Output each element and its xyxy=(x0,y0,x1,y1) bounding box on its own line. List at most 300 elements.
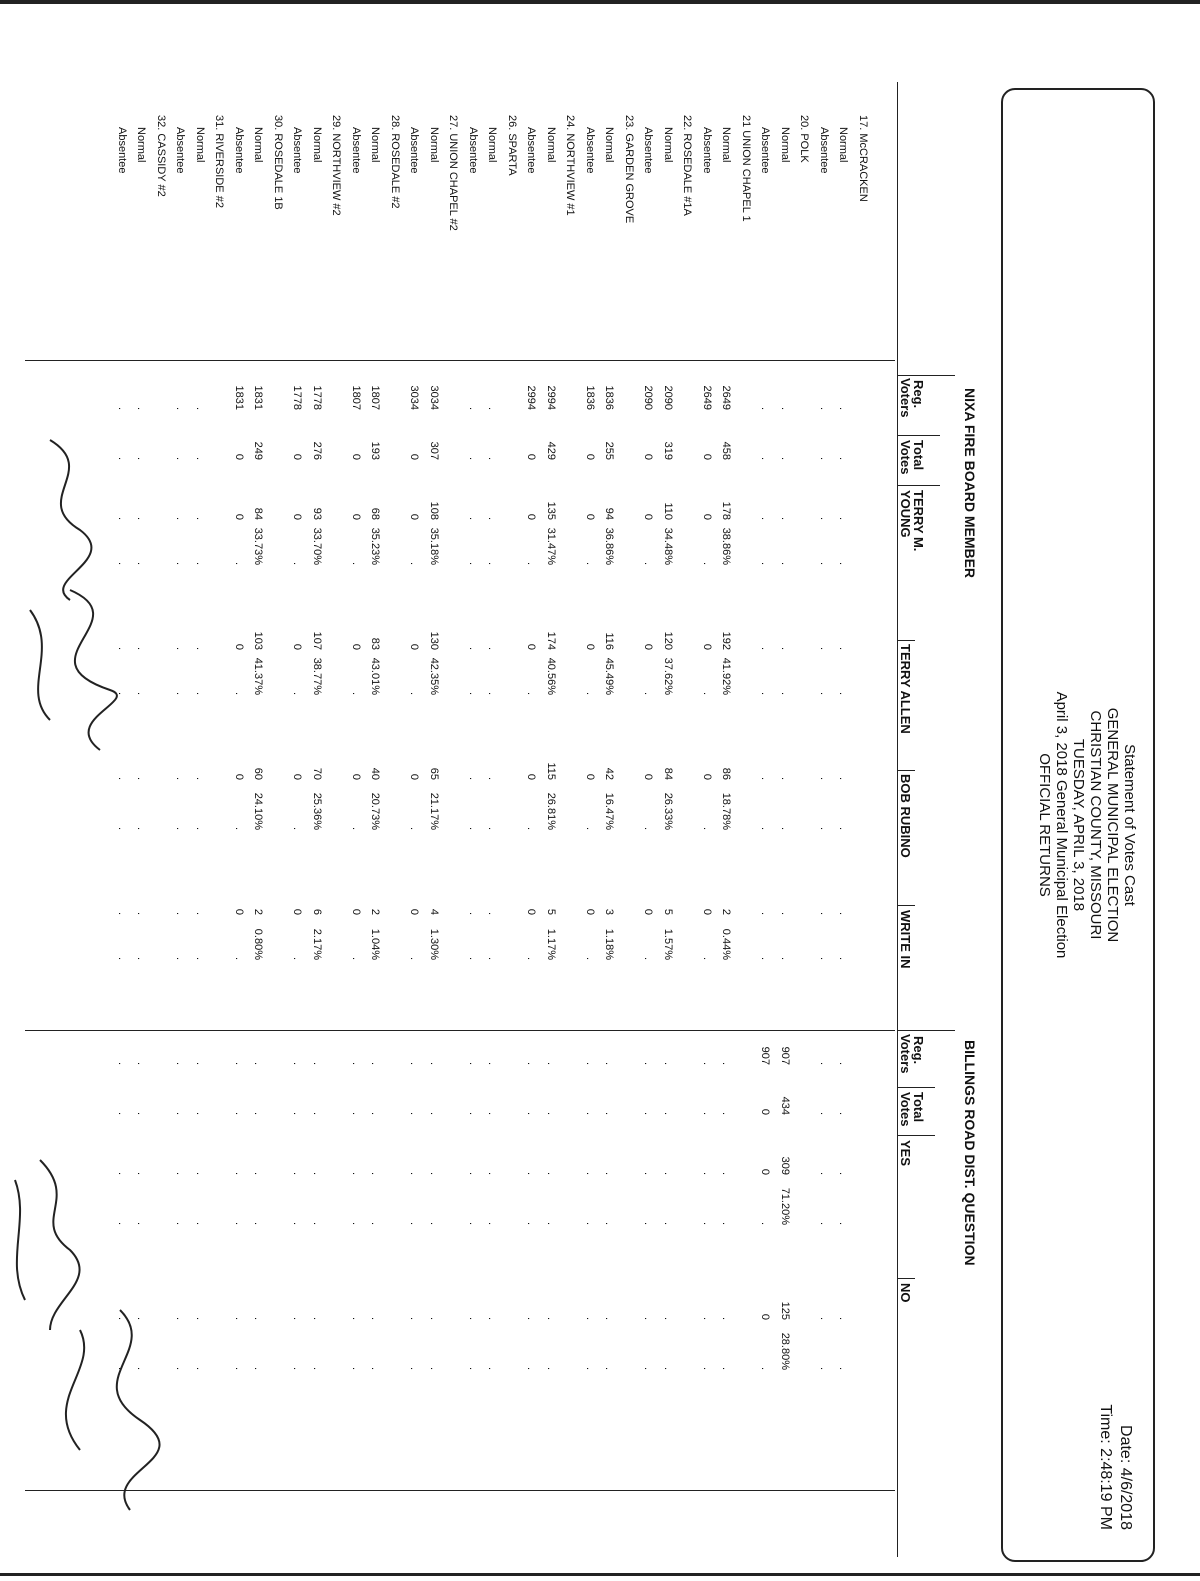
row-label: Absentee xyxy=(174,127,187,174)
fire-cell: . xyxy=(116,516,128,520)
fire-cell: . xyxy=(818,691,830,695)
fire-board-title: NIXA FIRE BOARD MEMBER xyxy=(962,388,978,579)
fire-cell: . xyxy=(701,561,713,565)
fire-cell: 0 xyxy=(642,513,655,520)
billings-cell: . xyxy=(603,1366,616,1370)
billings-cell: . xyxy=(252,1111,265,1115)
fire-cell: 16.47% xyxy=(603,792,616,830)
fire-cell: 1.18% xyxy=(603,928,616,960)
fire-cell: . xyxy=(174,776,187,780)
billings-cell: . xyxy=(642,1316,655,1320)
fire-cell: 135 xyxy=(545,501,557,520)
fire-cell: . xyxy=(174,691,187,695)
billings-cell: . xyxy=(369,1221,382,1225)
fire-cell: . xyxy=(759,646,772,650)
fire-cell: 2649 xyxy=(720,385,733,410)
report-date: Date: 4/6/2018 xyxy=(1117,1425,1134,1530)
fire-cell: 0.80% xyxy=(252,928,265,960)
billings-cell: . xyxy=(467,1316,479,1320)
billings-cell: . xyxy=(428,1171,440,1175)
fire-cell: . xyxy=(135,956,148,960)
fire-cell: 178 xyxy=(720,501,733,520)
fire-cell: . xyxy=(408,956,421,960)
fire-cell: . xyxy=(291,691,304,695)
billings-cell: . xyxy=(135,1366,148,1370)
billings-cell: . xyxy=(837,1061,850,1065)
fire-cell: . xyxy=(486,456,499,460)
fire-cell: 255 xyxy=(603,441,616,460)
fire-cell: 1.57% xyxy=(662,928,674,960)
billings-cell: . xyxy=(291,1111,304,1115)
fire-cell: . xyxy=(467,826,479,830)
fire-cell: 0 xyxy=(525,513,538,520)
billings-cell: . xyxy=(720,1316,733,1320)
row-label: Normal xyxy=(486,127,499,163)
fire-cell: 107 xyxy=(311,631,323,650)
fire-cell: 1831 xyxy=(252,385,265,410)
fire-cell: . xyxy=(194,516,206,520)
row-label: 31. RIVERSIDE #2 xyxy=(213,115,226,208)
fire-cell: 0 xyxy=(350,453,362,460)
billings-cell: . xyxy=(486,1111,499,1115)
fire-cell: . xyxy=(486,406,499,410)
fire-cell: 41.92% xyxy=(720,657,733,695)
billings-cell: . xyxy=(369,1316,382,1320)
billings-cell: . xyxy=(545,1366,557,1370)
fire-cell: . xyxy=(467,956,479,960)
row-label: Absentee xyxy=(759,127,772,174)
billings-cell: . xyxy=(818,1171,830,1175)
fire-cell: 120 xyxy=(662,631,674,650)
row-label: Absentee xyxy=(525,127,538,174)
fire-cell: . xyxy=(837,911,850,915)
row-label: Normal xyxy=(545,127,557,163)
billings-cell: . xyxy=(603,1221,616,1225)
billings-cell: . xyxy=(408,1171,421,1175)
fire-cell: 5 xyxy=(662,908,674,915)
fire-cell: . xyxy=(779,691,791,695)
fire-cell: . xyxy=(818,646,830,650)
fire-cell: . xyxy=(759,456,772,460)
billings-cell: . xyxy=(545,1171,557,1175)
billings-title: BILLINGS ROAD DIST. QUESTION xyxy=(962,1040,978,1266)
fire-cell: . xyxy=(759,516,772,520)
fire-cell: . xyxy=(174,826,187,830)
fire-cell: . xyxy=(350,956,362,960)
fire-cell: 1.04% xyxy=(369,928,382,960)
fire-cell: 0 xyxy=(642,773,655,780)
fire-cell: . xyxy=(408,826,421,830)
fire-cell: . xyxy=(837,406,850,410)
fire-cell: 458 xyxy=(720,441,733,460)
fire-cell: . xyxy=(174,456,187,460)
fire-cell: 193 xyxy=(369,441,382,460)
fire-cell: . xyxy=(467,691,479,695)
billings-cell: . xyxy=(720,1221,733,1225)
fire-cell: 3 xyxy=(603,908,616,915)
billings-cell: . xyxy=(545,1061,557,1065)
fire-cell: 2 xyxy=(369,908,382,915)
header-county: CHRISTIAN COUNTY, MISSOURI xyxy=(1087,710,1104,940)
billings-cell: . xyxy=(642,1061,655,1065)
fire-cell: . xyxy=(233,826,245,830)
row-label: Absentee xyxy=(584,127,596,174)
row-label: 20. POLK xyxy=(798,115,811,163)
fire-cell: 192 xyxy=(720,631,733,650)
fire-cell: 2 xyxy=(720,908,733,915)
fire-cell: 0 xyxy=(291,908,304,915)
billings-cell: . xyxy=(837,1366,850,1370)
billings-cell: . xyxy=(194,1171,206,1175)
fire-cell: 24.10% xyxy=(252,792,265,830)
fire-cell: 3034 xyxy=(428,385,440,410)
fire-cell: 0 xyxy=(642,908,655,915)
fire-cell: 2 xyxy=(252,908,265,915)
billings-cell: . xyxy=(369,1366,382,1370)
fire-cell: 0 xyxy=(408,513,421,520)
fire-cell: . xyxy=(486,911,499,915)
fire-cell: 93 xyxy=(311,507,323,520)
billings-cell: . xyxy=(233,1316,245,1320)
fire-cell: . xyxy=(233,691,245,695)
fire-cell: 65 xyxy=(428,767,440,780)
row-label: Normal xyxy=(662,127,674,163)
row-label: Absentee xyxy=(116,127,128,174)
fire-cell: 1807 xyxy=(369,385,382,410)
fire-cell: 0 xyxy=(584,513,596,520)
fire-cell: 25.36% xyxy=(311,792,323,830)
billings-cell: . xyxy=(350,1111,362,1115)
fire-cell: 0 xyxy=(701,513,713,520)
fire-cell: . xyxy=(837,646,850,650)
row-label: Absentee xyxy=(291,127,304,174)
header-day: TUESDAY, APRIL 3, 2018 xyxy=(1070,738,1087,912)
billings-cell: . xyxy=(116,1366,128,1370)
fire-cell: . xyxy=(116,406,128,410)
billings-cell: 125 xyxy=(779,1301,791,1320)
fire-cell: . xyxy=(194,456,206,460)
billings-cell: . xyxy=(818,1366,830,1370)
fire-cell: . xyxy=(486,561,499,565)
fire-cell: . xyxy=(135,911,148,915)
billings-cell: . xyxy=(818,1316,830,1320)
billings-cell: 434 xyxy=(779,1096,791,1115)
fire-cell: 319 xyxy=(662,441,674,460)
row-label: 29. NORTHVIEW #2 xyxy=(330,115,343,216)
billings-cell: . xyxy=(525,1171,538,1175)
fire-cell: 94 xyxy=(603,507,616,520)
fire-cell: . xyxy=(408,561,421,565)
fire-cell: 20.73% xyxy=(369,792,382,830)
billings-cell: . xyxy=(428,1221,440,1225)
fire-cell: 276 xyxy=(311,441,323,460)
fire-cell: 43.01% xyxy=(369,657,382,695)
billings-cell: . xyxy=(233,1171,245,1175)
fire-cell: . xyxy=(779,561,791,565)
billings-cell: . xyxy=(545,1316,557,1320)
fire-cell: 0 xyxy=(233,908,245,915)
fire-cell: . xyxy=(467,456,479,460)
fire-cell: 1778 xyxy=(311,385,323,410)
fire-cell: . xyxy=(779,646,791,650)
billings-cell: . xyxy=(428,1366,440,1370)
fire-cell: 2090 xyxy=(662,385,674,410)
row-label: Absentee xyxy=(408,127,421,174)
fire-cell: 37.62% xyxy=(662,657,674,695)
fire-cell: 18.78% xyxy=(720,792,733,830)
fire-cell: . xyxy=(525,956,538,960)
row-label: Normal xyxy=(837,127,850,163)
billings-cell: . xyxy=(818,1111,830,1115)
fire-cell: . xyxy=(584,826,596,830)
fire-cell: . xyxy=(779,516,791,520)
billings-reg-header-2: Voters xyxy=(898,1034,913,1074)
fire-cell: . xyxy=(584,691,596,695)
billings-cell: . xyxy=(350,1221,362,1225)
fire-cell: . xyxy=(837,956,850,960)
billings-cell: . xyxy=(311,1111,323,1115)
billings-cell: . xyxy=(662,1221,674,1225)
fire-cell: . xyxy=(837,691,850,695)
billings-cell: . xyxy=(486,1221,499,1225)
fire-cell: 0 xyxy=(233,643,245,650)
fire-cell: . xyxy=(135,691,148,695)
fire-cell: . xyxy=(759,776,772,780)
fire-cell: 2994 xyxy=(525,385,538,410)
billings-cell: . xyxy=(662,1111,674,1115)
no-header: NO xyxy=(898,1283,913,1303)
fire-cell: 0 xyxy=(584,773,596,780)
billings-cell: . xyxy=(584,1366,596,1370)
billings-cell: . xyxy=(486,1061,499,1065)
row-label: Normal xyxy=(311,127,323,163)
fire-cell: 42 xyxy=(603,767,616,780)
fire-cell: 34.48% xyxy=(662,527,674,565)
billings-cell: . xyxy=(642,1366,655,1370)
fire-cell: . xyxy=(233,561,245,565)
fire-cell: 68 xyxy=(369,507,382,520)
fire-cell: 0 xyxy=(701,643,713,650)
fire-cell: . xyxy=(486,516,499,520)
fire-cell: 36.86% xyxy=(603,527,616,565)
fire-cell: 0 xyxy=(350,908,362,915)
row-label: Absentee xyxy=(642,127,655,174)
row-label: Normal xyxy=(194,127,206,163)
allen-header: TERRY ALLEN xyxy=(898,644,913,734)
fire-cell: 108 xyxy=(428,501,440,520)
billings-cell: . xyxy=(662,1061,674,1065)
fire-cell: . xyxy=(486,826,499,830)
fire-cell: 35.18% xyxy=(428,527,440,565)
fire-cell: . xyxy=(818,561,830,565)
fire-cell: . xyxy=(135,406,148,410)
fire-cell: 2994 xyxy=(545,385,557,410)
billings-cell: . xyxy=(701,1171,713,1175)
fire-cell: 0 xyxy=(701,908,713,915)
fire-cell: . xyxy=(174,646,187,650)
fire-cell: . xyxy=(350,826,362,830)
billings-cell: . xyxy=(720,1171,733,1175)
billings-reg-header: Reg. xyxy=(911,1036,926,1065)
billings-cell: . xyxy=(408,1221,421,1225)
fire-cell: . xyxy=(759,561,772,565)
fire-cell: . xyxy=(779,826,791,830)
fire-cell: . xyxy=(116,561,128,565)
billings-cell: . xyxy=(486,1366,499,1370)
fire-cell: 21.17% xyxy=(428,792,440,830)
fire-cell: 26.33% xyxy=(662,792,674,830)
billings-cell: . xyxy=(486,1171,499,1175)
billings-cell: . xyxy=(252,1221,265,1225)
fire-cell: 249 xyxy=(252,441,265,460)
billings-cell: . xyxy=(350,1061,362,1065)
fire-cell: . xyxy=(584,956,596,960)
fire-cell: . xyxy=(291,561,304,565)
rubino-header: BOB RUBINO xyxy=(898,774,913,858)
billings-cell: . xyxy=(467,1111,479,1115)
fire-cell: . xyxy=(818,516,830,520)
billings-cell: . xyxy=(701,1366,713,1370)
fire-cell: . xyxy=(116,456,128,460)
billings-cell: . xyxy=(584,1316,596,1320)
fire-cell: . xyxy=(759,956,772,960)
fire-cell: 0 xyxy=(233,453,245,460)
fire-cell: . xyxy=(174,561,187,565)
billings-cell: . xyxy=(194,1316,206,1320)
fire-cell: . xyxy=(467,646,479,650)
billings-cell: . xyxy=(408,1366,421,1370)
billings-cell: . xyxy=(174,1221,187,1225)
row-label: 22. ROSEDALE #1A xyxy=(681,115,694,216)
header-election: GENERAL MUNICIPAL ELECTION xyxy=(1104,707,1121,943)
fire-cell: 84 xyxy=(662,767,674,780)
fire-cell: . xyxy=(837,516,850,520)
row-label: 30. ROSEDALE 1B xyxy=(272,115,284,210)
billings-total-header: Total xyxy=(911,1092,926,1123)
billings-cell: . xyxy=(369,1171,382,1175)
fire-cell: 1.30% xyxy=(428,928,440,960)
fire-cell: . xyxy=(525,826,538,830)
row-label: 32. CASSIDY #2 xyxy=(155,115,167,197)
fire-cell: . xyxy=(135,456,148,460)
billings-cell: . xyxy=(252,1316,265,1320)
fire-cell: . xyxy=(194,406,206,410)
fire-cell: . xyxy=(837,561,850,565)
row-label: Normal xyxy=(428,127,440,163)
fire-cell: 33.70% xyxy=(311,527,323,565)
fire-cell: . xyxy=(194,776,206,780)
billings-cell: . xyxy=(194,1221,206,1225)
billings-cell: . xyxy=(311,1061,323,1065)
billings-cell: . xyxy=(545,1221,557,1225)
billings-cell: . xyxy=(584,1171,596,1175)
fire-cell: . xyxy=(701,691,713,695)
billings-cell: . xyxy=(720,1366,733,1370)
fire-cell: 42.35% xyxy=(428,657,440,695)
fire-cell: 38.77% xyxy=(311,657,323,695)
billings-cell: . xyxy=(545,1111,557,1115)
billings-cell: . xyxy=(467,1366,479,1370)
billings-cell: . xyxy=(642,1111,655,1115)
billings-cell: . xyxy=(525,1061,538,1065)
billings-cell: . xyxy=(428,1111,440,1115)
billings-cell: . xyxy=(116,1221,128,1225)
fire-cell: 0 xyxy=(350,643,362,650)
fire-cell: 38.86% xyxy=(720,527,733,565)
fire-cell: . xyxy=(486,691,499,695)
billings-cell: . xyxy=(584,1061,596,1065)
row-label: Absentee xyxy=(701,127,713,174)
fire-cell: . xyxy=(174,516,187,520)
row-label: Absentee xyxy=(350,127,362,174)
billings-cell: . xyxy=(662,1171,674,1175)
billings-cell: . xyxy=(174,1316,187,1320)
billings-cell: . xyxy=(350,1171,362,1175)
row-label: Normal xyxy=(369,127,382,163)
billings-cell: 0 xyxy=(759,1313,772,1320)
fire-cell: 2649 xyxy=(701,385,713,410)
billings-cell: 71.20% xyxy=(779,1187,791,1225)
row-label: 26. SPARTA xyxy=(506,115,518,176)
fire-cell: 1.17% xyxy=(545,928,557,960)
fire-cell: . xyxy=(818,456,830,460)
fire-cell: . xyxy=(759,406,772,410)
billings-cell: 0 xyxy=(759,1108,772,1115)
fire-cell: 83 xyxy=(369,637,382,650)
billings-cell: . xyxy=(233,1061,245,1065)
billings-cell: . xyxy=(584,1221,596,1225)
billings-cell: . xyxy=(525,1221,538,1225)
billings-cell: . xyxy=(135,1111,148,1115)
fire-cell: . xyxy=(194,956,206,960)
fire-cell: 174 xyxy=(545,631,557,650)
writein-header: WRITE IN xyxy=(898,910,913,969)
young-header: TERRY M. xyxy=(911,490,926,552)
fire-cell: . xyxy=(486,776,499,780)
fire-cell: 0 xyxy=(408,643,421,650)
fire-cell: . xyxy=(779,956,791,960)
fire-cell: 1807 xyxy=(350,385,362,410)
fire-cell: 86 xyxy=(720,767,733,780)
fire-cell: 45.49% xyxy=(603,657,616,695)
fire-total-header: Total xyxy=(911,440,926,471)
billings-cell: . xyxy=(291,1316,304,1320)
fire-cell: . xyxy=(486,646,499,650)
billings-cell: . xyxy=(233,1221,245,1225)
fire-cell: 6 xyxy=(311,908,323,915)
billings-cell: . xyxy=(116,1061,128,1065)
fire-cell: . xyxy=(759,826,772,830)
billings-cell: . xyxy=(174,1366,187,1370)
fire-cell: . xyxy=(837,776,850,780)
billings-cell: . xyxy=(525,1316,538,1320)
billings-cell: . xyxy=(720,1111,733,1115)
fire-cell: 1778 xyxy=(291,385,304,410)
fire-cell: . xyxy=(837,826,850,830)
fire-cell: 0 xyxy=(291,453,304,460)
billings-cell: . xyxy=(837,1171,850,1175)
billings-cell: . xyxy=(194,1061,206,1065)
billings-cell: . xyxy=(291,1171,304,1175)
billings-cell: . xyxy=(467,1221,479,1225)
billings-cell: . xyxy=(701,1316,713,1320)
fire-cell: . xyxy=(194,911,206,915)
billings-cell: . xyxy=(818,1061,830,1065)
fire-cell: . xyxy=(779,456,791,460)
fire-cell: . xyxy=(135,516,148,520)
billings-cell: . xyxy=(311,1316,323,1320)
billings-cell: . xyxy=(759,1366,772,1370)
